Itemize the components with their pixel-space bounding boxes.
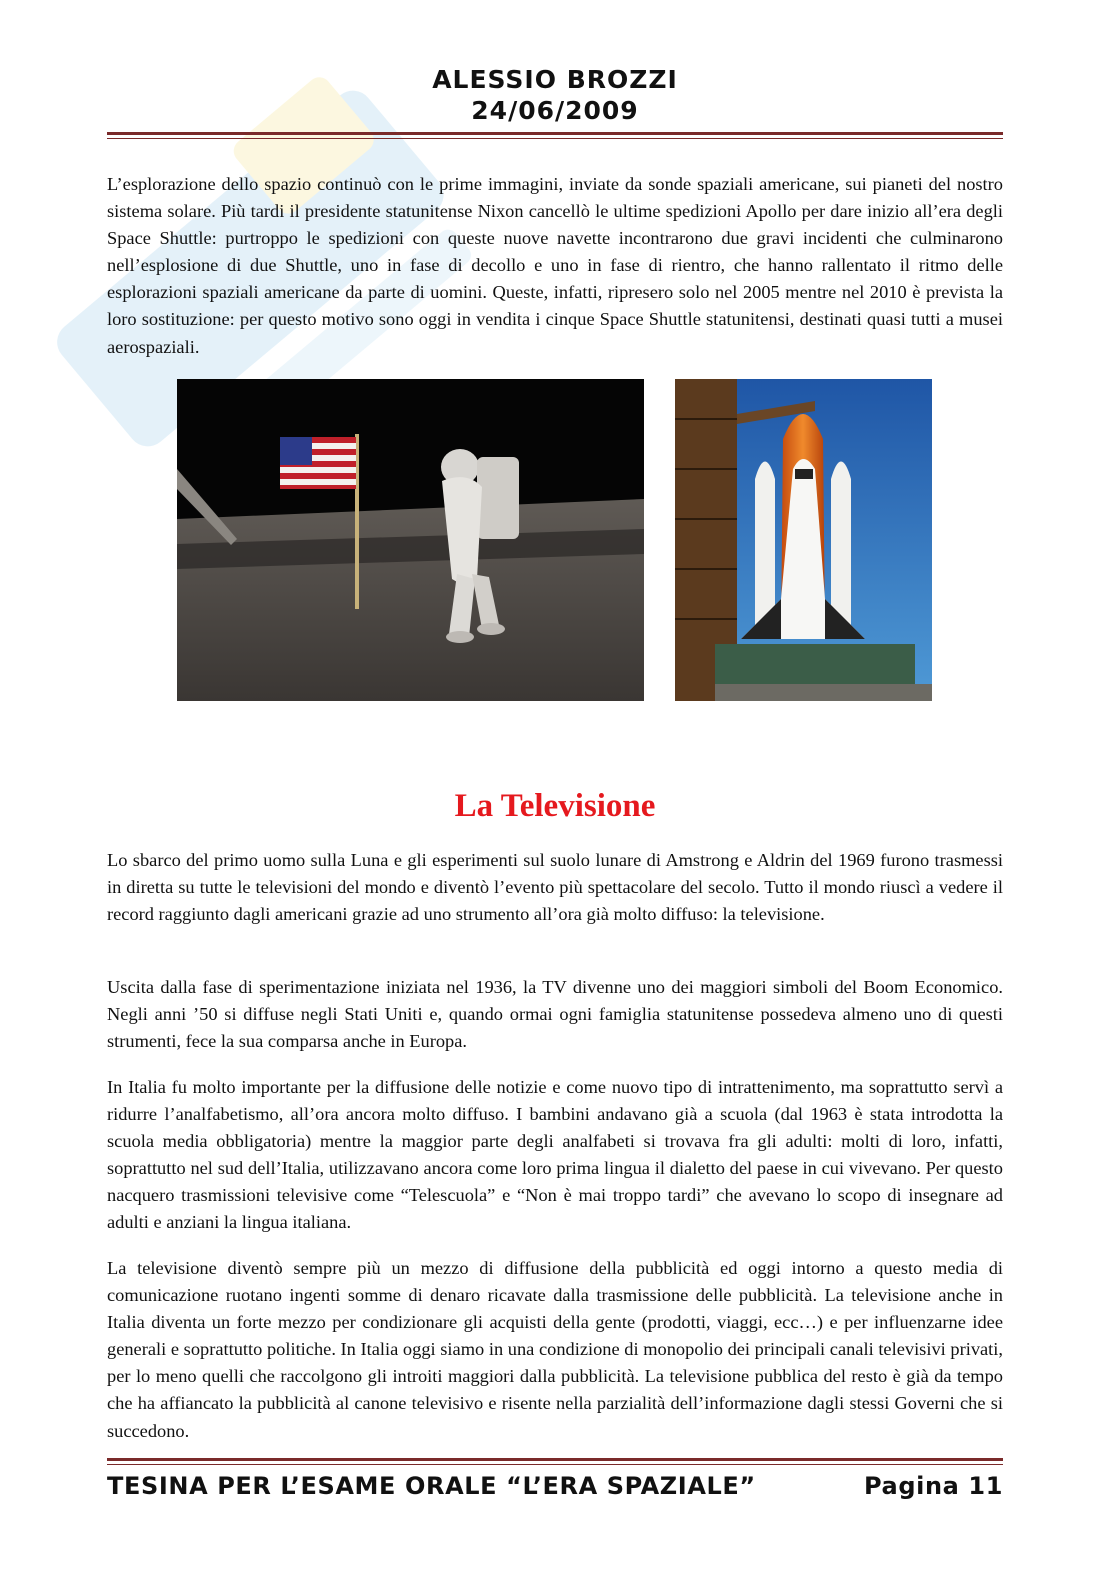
moon-landing-illustration: [177, 379, 644, 701]
paragraph-tv-boom: Uscita dalla fase di sperimentazione iniziata nel 1936, la TV divenne uno dei maggiori simboli del Boom Economico. Negli anni ’50 si diffuse negli Stati Uniti e, quando ormai ogni famiglia statunitense possedeva almeno uno di questi strumenti, fece la sua comparsa anche in Europa.: [107, 977, 1003, 1052]
header-date: 24/06/2009: [471, 96, 639, 125]
space-shuttle-illustration: [675, 379, 932, 701]
header-rule: [107, 132, 1003, 139]
footer-title: TESINA PER L’ESAME ORALE “L’ERA SPAZIALE”: [107, 1472, 756, 1500]
paragraph-tv-italy: In Italia fu molto importante per la diffusione delle notizie e come nuovo tipo di intrattenimento, ma soprattutto servì a ridurre l’analfabetismo, all’ora ancora molto diffuso. I bambini andavano già a scuola (dal 1963 è stata introdotta la scuola media obbligatoria) mentre la maggior parte degli analfabeti si trovava fra gli adulti: molti di loro, infatti, soprattutto nel sud dell’Italia, utilizzavano ancora come loro prima lingua il dialetto del paese in cui vivevano. Per questo nacquero trasmissioni televisive come “Telescuola” e “Non è mai troppo tardi” che avevano lo scopo di insegnare ad adulti e anziani la lingua italiana.: [107, 1077, 1003, 1233]
paragraph-space-exploration: L’esplorazione dello spazio continuò con le prime immagini, inviate da sonde spaziali americane, sui pianeti del nostro sistema solare. Più tardi il presidente statunitense Nixon cancellò le ultime spedizioni Apollo per dare inizio all’era degli Space Shuttle: purtroppo le spedizioni con queste nuove navette incontrarono due gravi incidenti che culminarono nell’esplosione di due Shuttle, uno in fase di decollo e uno in fase di rientro, che hanno rallentato il ritmo delle esplorazioni spaziali americane da parte di uomini. Queste, infatti, ripresero solo nel 2005 mentre nel 2010 è prevista la loro sostituzione: per questo motivo sono oggi in vendita i cinque Space Shuttle statunitensi, destinati quasi tutti a musei aerospaziali.: [107, 174, 1003, 357]
page-number: Pagina 11: [864, 1472, 1003, 1500]
paragraph-tv-advertising: La televisione diventò sempre più un mezzo di diffusione della pubblicità ed oggi intorno a questo media di comunicazione ruotano ingenti somme di denaro ricavate dalla trasmissione delle pubblicità. La televisione anche in Italia diventa un forte mezzo per condizionare gli acquisti della gente (prodotti, viaggi, ecc…) e per influenzarne idee generali e soprattutto politiche. In Italia oggi siamo in una condizione di monopolio dei principali canali televisivi privati, per lo meno quelli che raccolgono gli introiti maggiori dalla pubblicità. La televisione pubblica del resto è già da tempo che ha affiancato la pubblicità al canone televisivo e risente nella parzialità dell’informazione dagli stessi Governi che si succedono.: [107, 1258, 1003, 1441]
header-author: ALESSIO BROZZI: [432, 65, 678, 94]
moon-landing-photo: [177, 379, 644, 701]
space-shuttle-photo: [675, 379, 932, 701]
footer-rule: [107, 1458, 1003, 1465]
paragraph-moon-broadcast: Lo sbarco del primo uomo sulla Luna e gli esperimenti sul suolo lunare di Amstrong e Aldrin del 1969 furono trasmessi in diretta su tutte le televisioni del mondo e diventò l’evento più spettacolare del secolo. Tutto il mondo riuscì a vedere il record raggiunto dagli americani grazie ad uno strumento all’ora già molto diffuso: la televisione.: [107, 850, 1003, 925]
page-header: [107, 64, 1003, 126]
section-title: La Televisione: [454, 788, 656, 824]
